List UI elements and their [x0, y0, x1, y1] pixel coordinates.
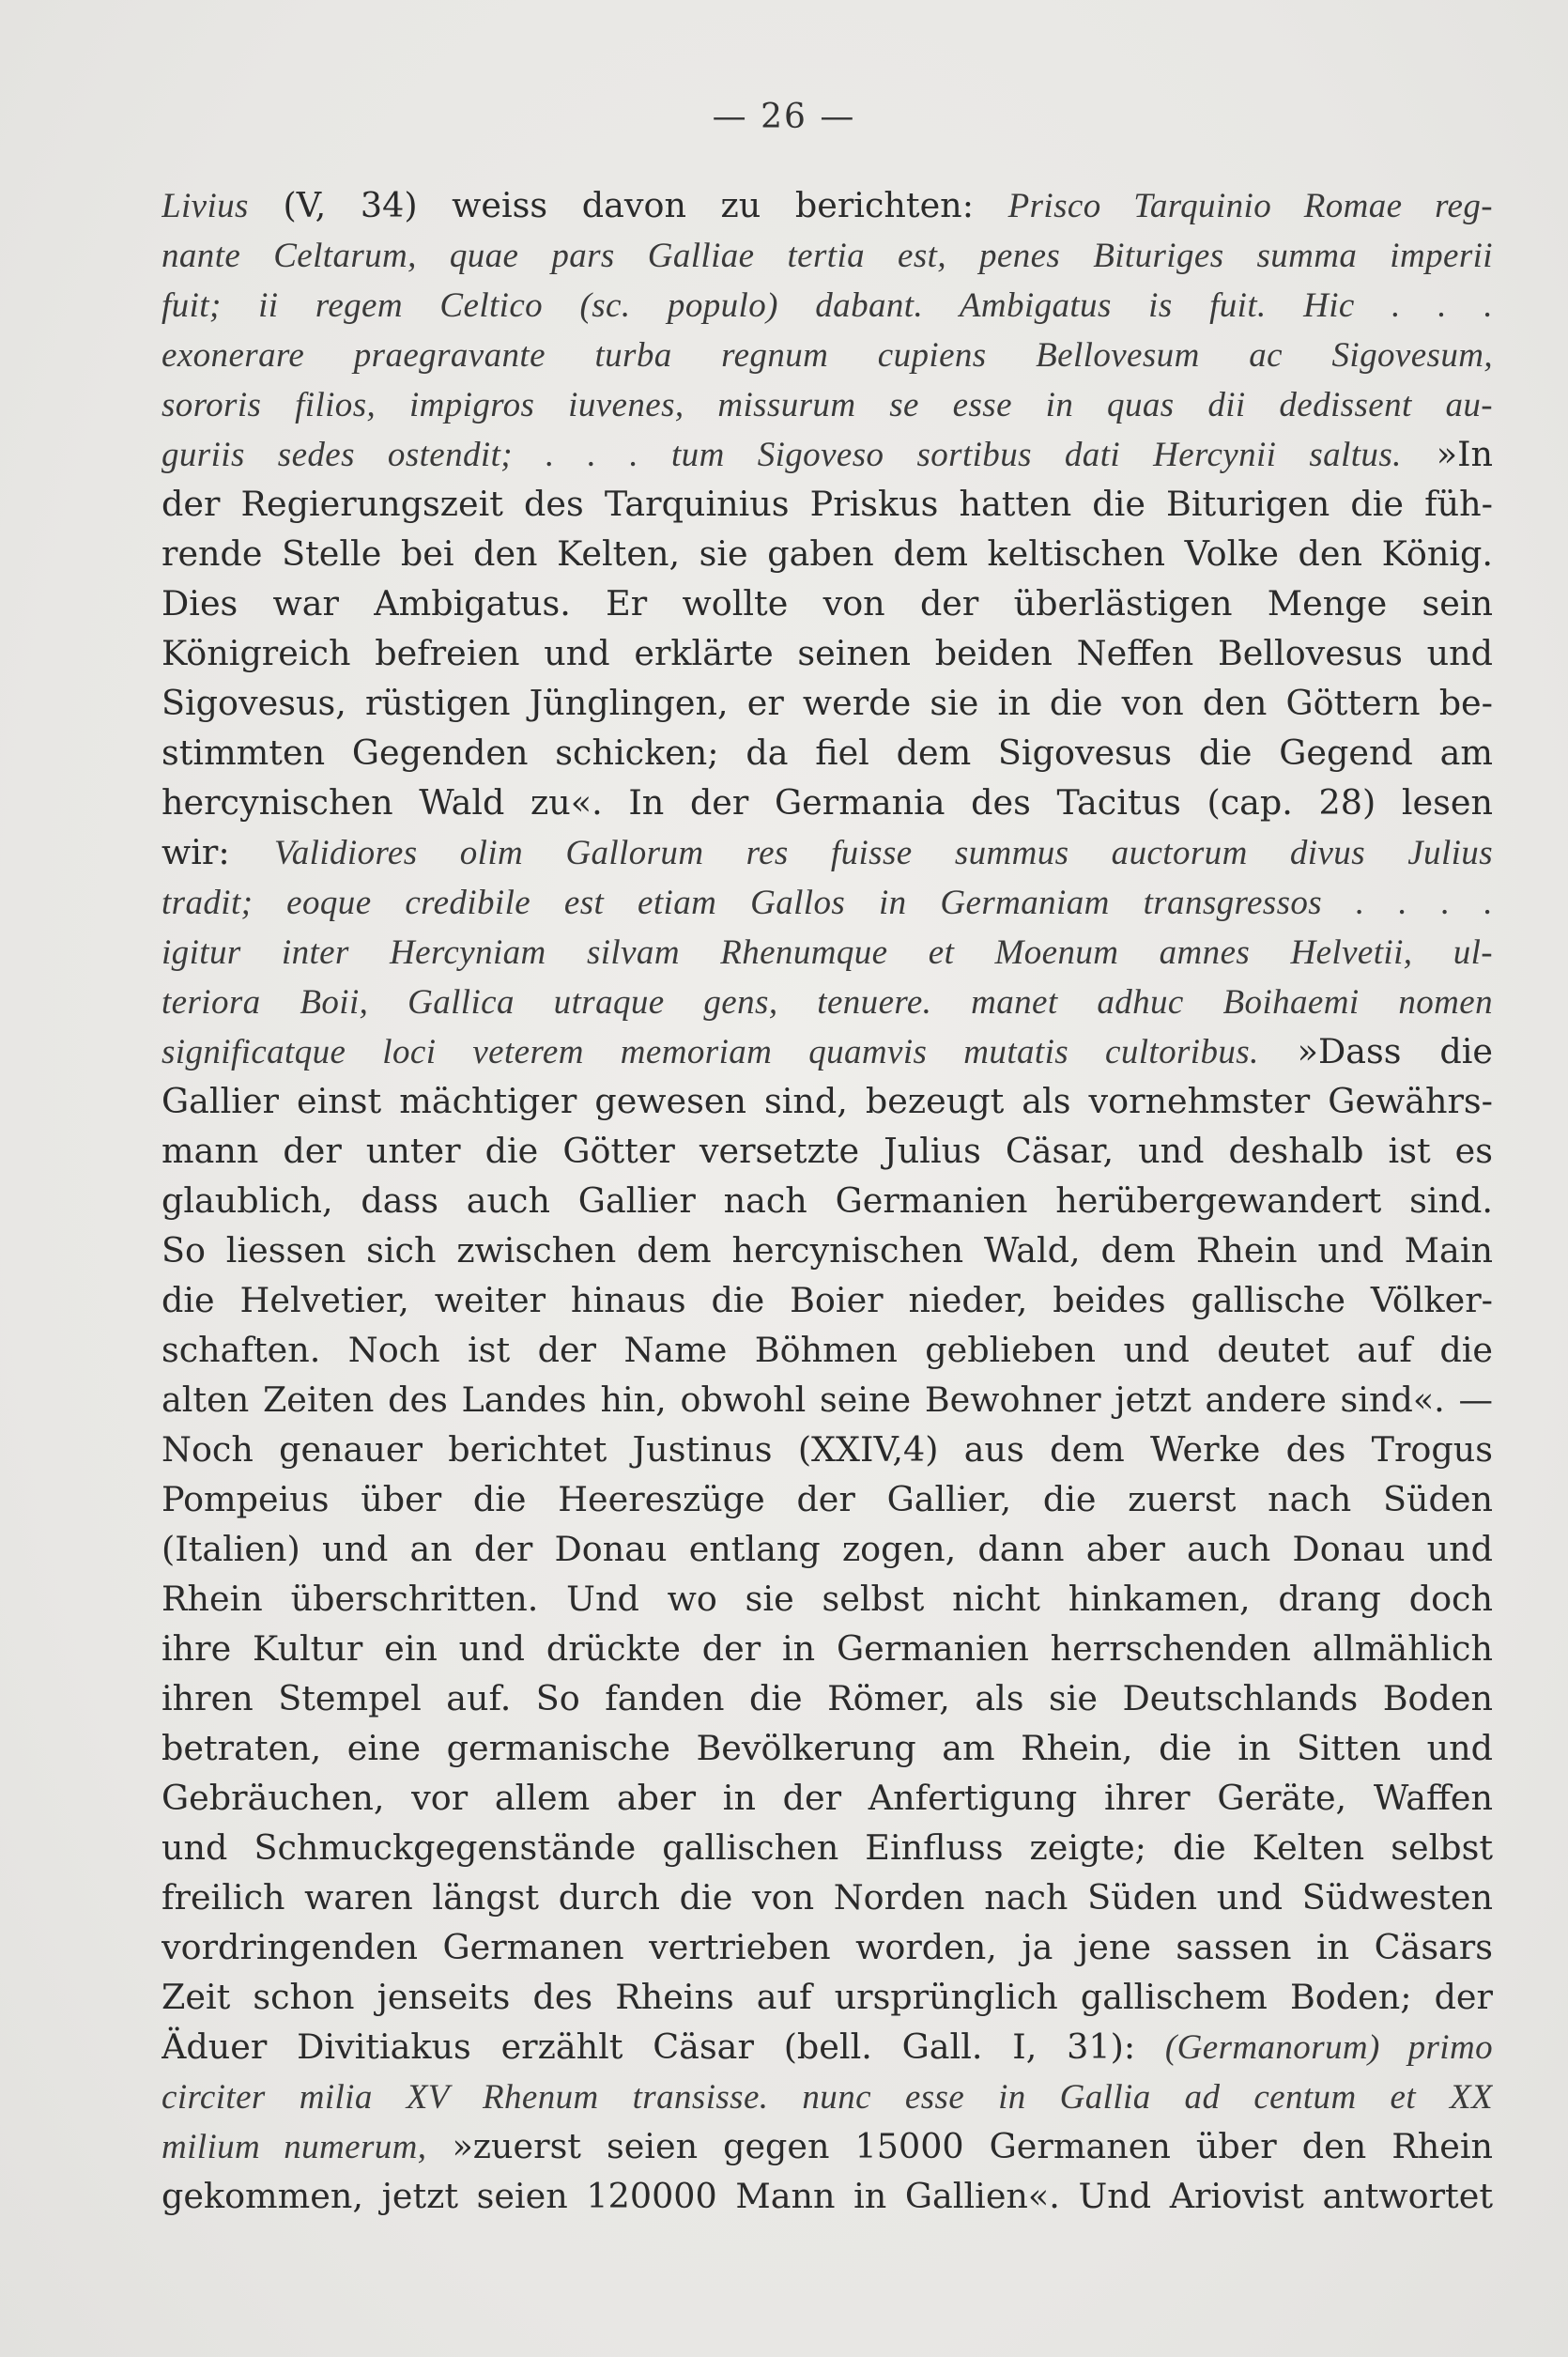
german-text-segment: alten Zeiten des Landes hin, obwohl seine Bewohner jetzt andere sind«. — — [161, 1379, 1493, 1420]
text-line — [161, 2022, 1493, 2072]
text-line — [161, 1225, 1493, 1275]
german-text-segment: glaublich, dass auch Gallier nach Germanien herübergewandert sind. — [161, 1180, 1493, 1221]
text-line — [161, 678, 1493, 728]
text-line — [161, 628, 1493, 678]
german-text-segment: Pompeius über die Heereszüge der Gallier, die zuerst nach Süden — [161, 1479, 1493, 1519]
text-line — [161, 1026, 1493, 1076]
german-text-segment: und Schmuckgegenstände gallischen Einfluss zeigte; die Kelten selbst — [161, 1827, 1493, 1868]
latin-quote-segment: significatque loci veterem memoriam quamvis mutatis cultoribus. — [161, 1033, 1259, 1071]
german-text-segment: (Italien) und an der Donau entlang zogen, dann aber auch Donau und — [161, 1529, 1493, 1569]
text-line — [161, 1375, 1493, 1425]
latin-quote-segment: exonerare praegravante turba regnum cupiens Bellovesum ac Sigovesum, — [161, 336, 1493, 375]
text-line — [161, 827, 1493, 877]
german-text-segment: stimmten Gegenden schicken; da fiel dem Sigovesus die Gegend am — [161, 732, 1493, 773]
text-line — [161, 1723, 1493, 1773]
german-text-segment: Noch genauer berichtet Justinus (XXIV,4) aus dem Werke des Trogus — [161, 1429, 1493, 1470]
latin-quote-segment: nante Celtarum, quae pars Galliae tertia est, penes Bituriges summa imperii — [161, 237, 1493, 275]
latin-quote-segment: sororis filios, impigros iuvenes, missurum se esse in quas dii dedissent au- — [161, 386, 1493, 424]
text-line — [161, 1823, 1493, 1872]
german-text-segment: Gallier einst mächtiger gewesen sind, bezeugt als vornehmster Gewährs- — [161, 1081, 1493, 1121]
text-line — [161, 1574, 1493, 1624]
german-text-segment: »In — [1401, 434, 1493, 474]
german-text-segment: »Dass die — [1258, 1031, 1493, 1071]
german-text-segment: »zuerst seien gegen 15000 Germanen über den Rhein — [426, 2126, 1493, 2166]
latin-quote-segment: circiter milia XV Rhenum transisse. nunc esse in Gallia ad centum et XX — [161, 2078, 1493, 2117]
text-line — [161, 1176, 1493, 1225]
text-line — [161, 330, 1493, 379]
latin-quote-segment: Livius — [161, 187, 249, 225]
german-text-segment: schaften. Noch ist der Name Böhmen geblieben und deutet auf die — [161, 1330, 1493, 1370]
german-text-segment: die Helvetier, weiter hinaus die Boier nieder, beides gallische Völker- — [161, 1280, 1493, 1320]
text-line — [161, 2072, 1493, 2121]
german-text-segment: Dies war Ambigatus. Er wollte von der überlästigen Menge sein — [161, 583, 1493, 624]
text-line — [161, 1474, 1493, 1524]
latin-quote-segment: igitur inter Hercyniam silvam Rhenumque et Moenum amnes Helvetii, ul- — [161, 933, 1493, 972]
text-line — [161, 1076, 1493, 1126]
text-line — [161, 778, 1493, 827]
german-text-segment: Rhein überschritten. Und wo sie selbst nicht hinkamen, drang doch — [161, 1579, 1493, 1619]
german-text-segment: Gebräuchen, vor allem aber in der Anfertigung ihrer Geräte, Waffen — [161, 1778, 1493, 1818]
german-text-segment: wir: — [161, 832, 274, 872]
text-line — [161, 1126, 1493, 1176]
text-line — [161, 2171, 1493, 2221]
text-line — [161, 1922, 1493, 1972]
german-text-segment: (V, 34) weiss davon zu berichten: — [248, 185, 1008, 225]
text-line — [161, 977, 1493, 1026]
text-line — [161, 479, 1493, 529]
latin-quote-segment: fuit; ii regem Celtico (sc. populo) dabant. Ambigatus is fuit. Hic . . . — [161, 286, 1493, 325]
text-line — [161, 379, 1493, 429]
german-text-segment: Sigovesus, rüstigen Jünglingen, er werde sie in die von den Göttern be- — [161, 683, 1493, 723]
german-text-segment: ihre Kultur ein und drückte der in Germanien herrschenden allmählich — [161, 1628, 1493, 1669]
page-number: — 26 — — [712, 98, 856, 136]
german-text-segment: der Regierungszeit des Tarquinius Priskus hatten die Biturigen die füh- — [161, 484, 1493, 524]
german-text-segment: So liessen sich zwischen dem hercynischen Wald, dem Rhein und Main — [161, 1230, 1493, 1271]
german-text-segment: ihren Stempel auf. So fanden die Römer, als sie Deutschlands Boden — [161, 1678, 1493, 1718]
text-line — [161, 578, 1493, 628]
text-line — [161, 728, 1493, 778]
latin-quote-segment: milium numerum, — [161, 2128, 427, 2166]
latin-quote-segment: tradit; eoque credibile est etiam Gallos in Germaniam transgressos . . . . — [161, 884, 1493, 922]
text-line — [161, 1524, 1493, 1574]
text-line — [161, 877, 1493, 927]
text-line — [161, 1673, 1493, 1723]
text-line — [161, 2121, 1493, 2171]
text-line — [161, 1624, 1493, 1673]
german-text-segment: hercynischen Wald zu«. In der Germania des Tacitus (cap. 28) lesen — [161, 782, 1493, 823]
german-text-segment: Königreich befreien und erklärte seinen beiden Neffen Bellovesus und — [161, 633, 1493, 673]
text-line — [161, 1325, 1493, 1375]
german-text-segment: vordringenden Germanen vertrieben worden, ja jene sassen in Cäsars — [161, 1927, 1493, 1967]
german-text-segment: betraten, eine germanische Bevölkerung am Rhein, die in Sitten und — [161, 1728, 1493, 1768]
german-text-segment: Äduer Divitiakus erzählt Cäsar (bell. Gall. I, 31): — [161, 2026, 1165, 2067]
text-line — [161, 1872, 1493, 1922]
german-text-segment: mann der unter die Götter versetzte Julius Cäsar, und deshalb ist es — [161, 1131, 1493, 1171]
text-line — [161, 429, 1493, 479]
text-line — [161, 1773, 1493, 1823]
latin-quote-segment: Prisco Tarquinio Romae reg- — [1007, 187, 1493, 225]
german-text-segment: gekommen, jetzt seien 120000 Mann in Gallien«. Und Ariovist antwortet — [161, 2176, 1493, 2216]
latin-quote-segment: Validiores olim Gallorum res fuisse summus auctorum divus Julius — [273, 834, 1493, 872]
text-line — [161, 927, 1493, 977]
text-line — [161, 180, 1493, 230]
text-line — [161, 230, 1493, 280]
german-text-segment: rende Stelle bei den Kelten, sie gaben dem keltischen Volke den König. — [161, 533, 1493, 574]
latin-quote-segment: (Germanorum) primo — [1164, 2028, 1493, 2067]
body-text — [161, 180, 1493, 2221]
text-line — [161, 280, 1493, 330]
german-text-segment: freilich waren längst durch die von Norden nach Süden und Südwesten — [161, 1877, 1493, 1918]
latin-quote-segment: guriis sedes ostendit; . . . tum Sigoveso sortibus dati Hercynii saltus. — [161, 436, 1402, 474]
text-line — [161, 529, 1493, 578]
text-line — [161, 1972, 1493, 2022]
german-text-segment: Zeit schon jenseits des Rheins auf ursprünglich gallischem Boden; der — [161, 1977, 1493, 2017]
text-line — [161, 1275, 1493, 1325]
text-line — [161, 1425, 1493, 1474]
latin-quote-segment: teriora Boii, Gallica utraque gens, tenuere. manet adhuc Boihaemi nomen — [161, 983, 1493, 1022]
